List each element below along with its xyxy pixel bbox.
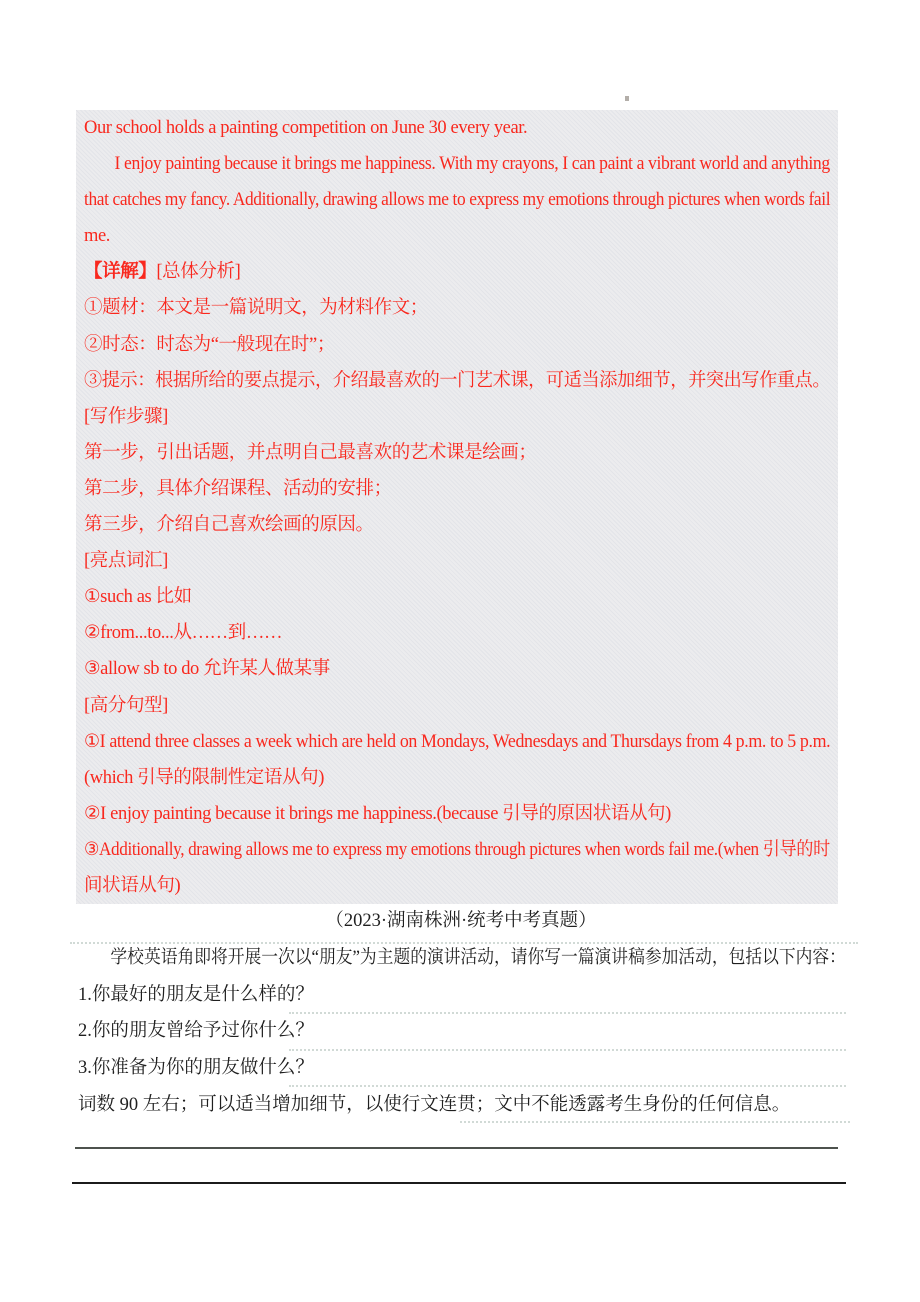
analysis-text-line: I enjoy painting because it brings me happiness. With my crayons, I can paint a vibrant world and anything [114,154,830,175]
dotted-guide-line [460,1121,850,1123]
answer-ruling-line [72,1182,846,1184]
prompt-point-1: 1.你最好的朋友是什么样的？ [78,984,314,1005]
analysis-text-line: ③Additionally, drawing allows me to express my emotions through pictures when words fail me.(when 引导的时 [84,839,830,860]
exam-source-title: （2023·湖南株洲·统考中考真题） [325,911,597,931]
word-count-requirement: 词数 90 左右；可以适当增加细节，以使行文连贯；文中不能透露考生身份的任何信息。 [78,1094,791,1115]
analysis-text-line: ②I enjoy painting because it brings me happiness.(because 引导的原因状语从句) [84,803,671,824]
analysis-text-line: Our school holds a painting competition on June 30 every year. [84,118,528,138]
dotted-guide-line [289,1049,846,1051]
prompt-point-3: 3.你准备为你的朋友做什么？ [78,1058,314,1079]
analysis-text-line: [高分句型] [84,695,168,716]
analysis-text-line: 第二步，具体介绍课程、活动的安排； [84,478,392,499]
analysis-text-line: [写作步骤] [84,406,168,427]
analysis-text-line: ①题材：本文是一篇说明文，为材料作文； [84,298,428,319]
prompt-point-2: 2.你的朋友曾给予过你什么？ [78,1021,314,1042]
answer-ruling-line [75,1147,838,1149]
dotted-guide-line [70,942,858,944]
analysis-text-line: ①such as 比如 [84,587,192,608]
stray-scan-mark [625,96,629,101]
dotted-guide-line [289,1012,846,1014]
writing-prompt: 学校英语角即将开展一次以“朋友”为主题的演讲活动，请你写一篇演讲稿参加活动，包括以下内容： [110,947,846,968]
analysis-text-line: [亮点词汇] [84,551,168,572]
analysis-text-line: 【详解】[总体分析] [84,262,241,283]
analysis-text-line: that catches my fancy. Additionally, drawing allows me to express my emotions through pictures when words fail [84,190,831,211]
analysis-text-line: 间状语从句) [84,875,181,896]
analysis-text-line: ③提示：根据所给的要点提示，介绍最喜欢的一门艺术课，可适当添加细节，并突出写作重点。 [84,370,831,391]
answer-analysis-block [76,110,838,904]
dotted-guide-line [289,1085,846,1087]
analysis-text-line: ①I attend three classes a week which are held on Mondays, Wednesdays and Thursdays from 4 p.m. to 5 p.m. [84,731,831,752]
analysis-text-line: 第一步，引出话题，并点明自己最喜欢的艺术课是绘画； [84,442,537,463]
analysis-text-line: me. [84,226,111,247]
analysis-text-line: ②from...to...从……到…… [84,623,283,644]
analysis-text-line: ③allow sb to do 允许某人做某事 [84,659,330,680]
analysis-text-line: 第三步，介绍自己喜欢绘画的原因。 [84,515,374,536]
analysis-text-line: (which 引导的限制性定语从句) [84,767,324,788]
analysis-text-line: ②时态：时态为“一般现在时”； [84,334,335,355]
